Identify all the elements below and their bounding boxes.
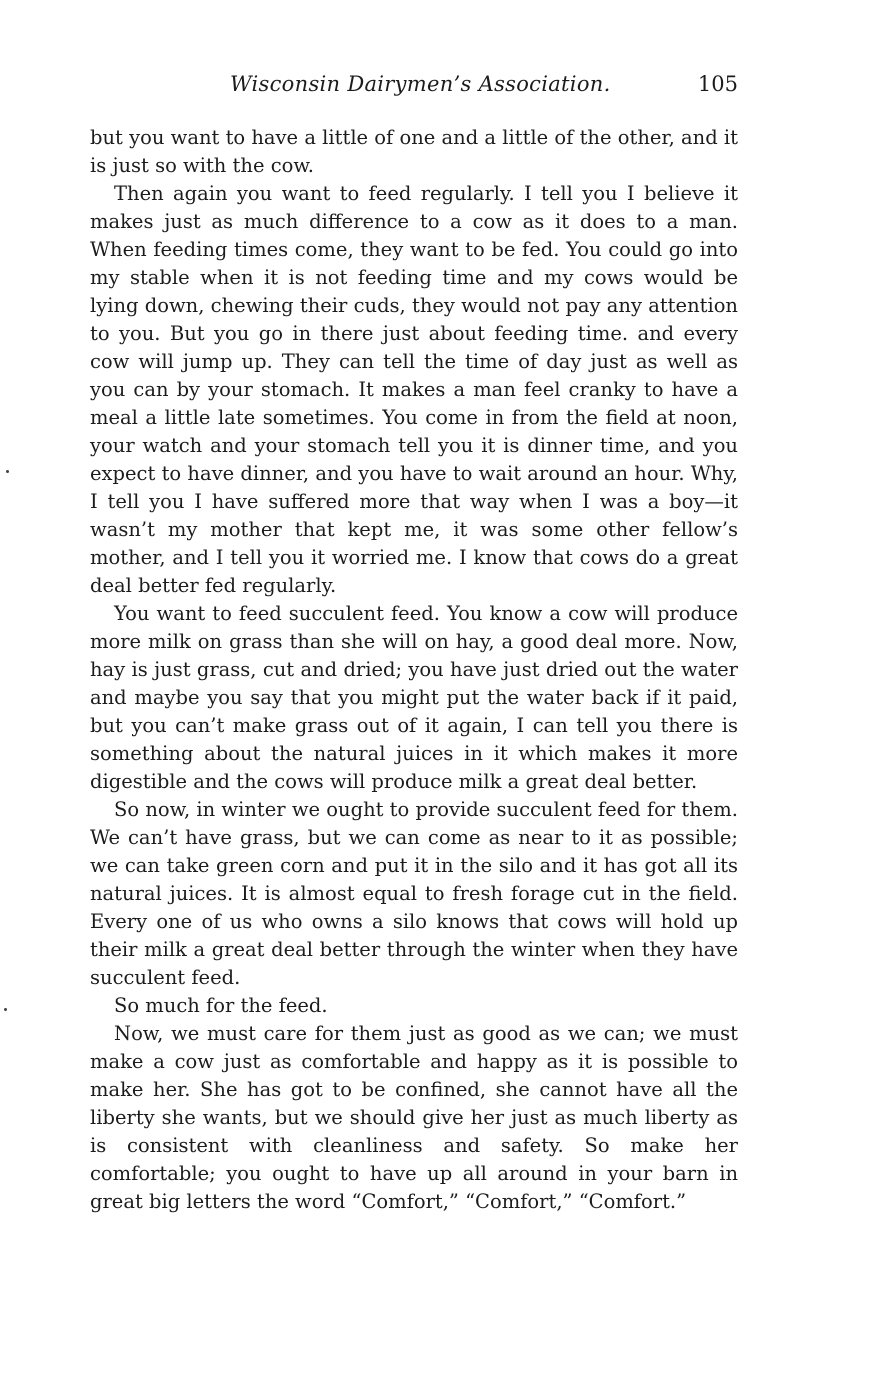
running-header: [90, 72, 738, 102]
body-text: [90, 124, 738, 1216]
paragraph-succulent-feed: You want to feed succulent feed. You know a cow will produce more milk on grass than she will on hay, a good deal more. Now, hay is just grass, cut and dried; you have just dried out the water and maybe you say that you might put the water back if it paid, but you can’t make grass out of it again, I can tell you there is something about the natural juices in it which makes it more digestible and the cows will produce milk a great deal better.: [90, 602, 738, 793]
running-title: Wisconsin Dairymen’s Association.: [230, 72, 611, 96]
scan-speck: [6, 470, 9, 473]
scan-speck: [4, 1008, 7, 1011]
paragraph-comfort: Now, we must care for them just as good as we can; we must make a cow just as comfortable and happy as it is possible to make her. She has got to be confined, she cannot have all the liberty she wants, but we should give her just as much liberty as is consistent with cleanliness and safety. So make her comfortable; you ought to have up all around in your barn in great big letters the word “Comfort,” “Comfort,” “Comfort.”: [90, 1022, 738, 1213]
paragraph-so-much-for-feed: So much for the feed.: [114, 994, 328, 1017]
paragraph-continuation: but you want to have a little of one and a little of the other, and it is just so with the cow.: [90, 126, 738, 177]
paragraph-feed-regularly: Then again you want to feed regularly. I tell you I believe it makes just as much difference to a cow as it does to a man. When feeding times come, they want to be fed. You could go into my stable when it is not feeding time and my cows would be lying down, chewing their cuds, they would not pay any attention to you. But you go in there just about feeding time. and every cow will jump up. They can tell the time of day just as well as you can by your stomach. It makes a man feel cranky to have a meal a little late sometimes. You come in from the field at noon, your watch and your stomach tell you it is dinner time, and you expect to have dinner, and you have to wait around an hour. Why, I tell you I have suffered more that way when I was a boy—it wasn’t my mother that kept me, it was some other fellow’s mother, and I tell you it worried me. I know that cows do a great deal better fed regularly.: [90, 182, 738, 597]
page-number: 105: [697, 72, 738, 96]
paragraph-winter-silo: So now, in winter we ought to provide succulent feed for them. We can’t have grass, but we can come as near to it as possible; we can take green corn and put it in the silo and it has got all its natural juices. It is almost equal to fresh forage cut in the field. Every one of us who owns a silo knows that cows will hold up their milk a great deal better through the winter when they have succulent feed.: [90, 798, 738, 989]
